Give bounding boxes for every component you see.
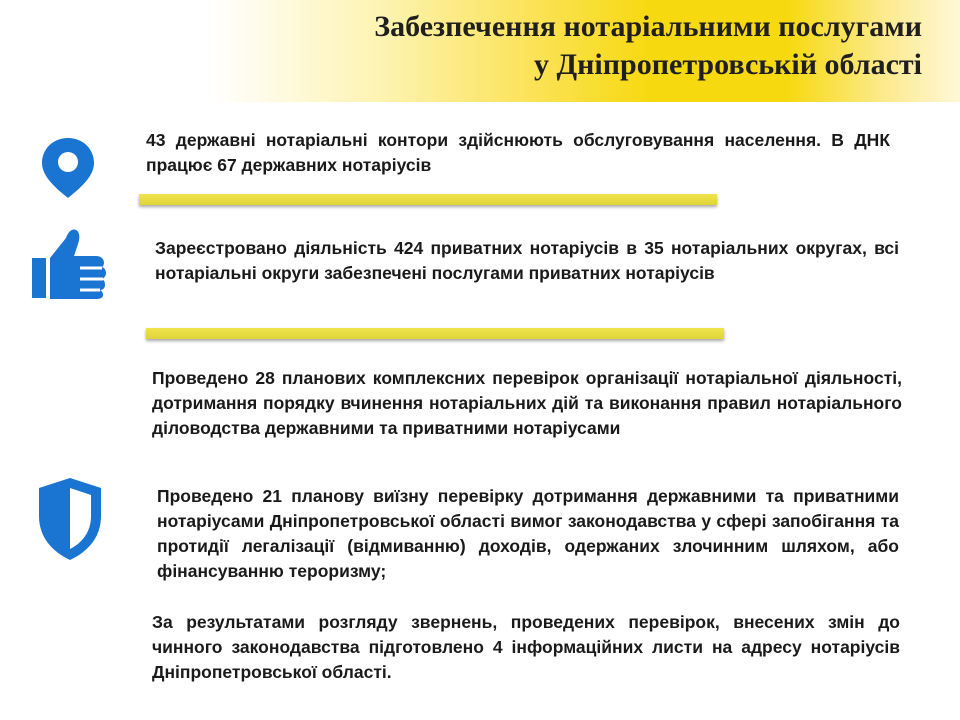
info-block-4: Проведено 21 планову виїзну перевірку дотримання державними та приватними нотаріусами Дніпропетровської області вимог законодавства у сфері запобігання та протидії легалізації (відмиванню) доходів, одержаних злочинним шляхом, або фінансуванню тероризму; [157,486,899,581]
info-block-1: 43 державні нотаріальні контори здійснюють обслуговування населення. В ДНК працює 67 державних нотаріусів [146,130,890,175]
page-title [222,8,922,84]
page-title-line-1: Забезпечення нотаріальними послугами [374,10,922,43]
info-block-3: Проведено 28 планових комплексних перевірок організації нотаріальної діяльності, дотримання порядку вчинення нотаріальних дій та виконання правил нотаріального діловодства державними та приватними нотаріусами [152,368,902,438]
location-pin-icon [40,136,96,200]
thumbs-up-icon [32,228,108,300]
yellow-divider-1 [139,194,717,205]
shield-icon [37,476,103,562]
info-block-2: Зареєстровано діяльність 424 приватних нотаріусів в 35 нотаріальних округах, всі нотаріальні округи забезпечені послугами приватних нотаріусів [155,238,899,283]
yellow-divider-2 [146,328,724,339]
info-block-5: За результатами розгляду звернень, проведених перевірок, внесених змін до чинного законодавства підготовлено 4 інформаційних листи на адресу нотаріусів Дніпропетровської області. [152,612,900,682]
page-title-line-2: у Дніпропетровській області [534,48,922,81]
